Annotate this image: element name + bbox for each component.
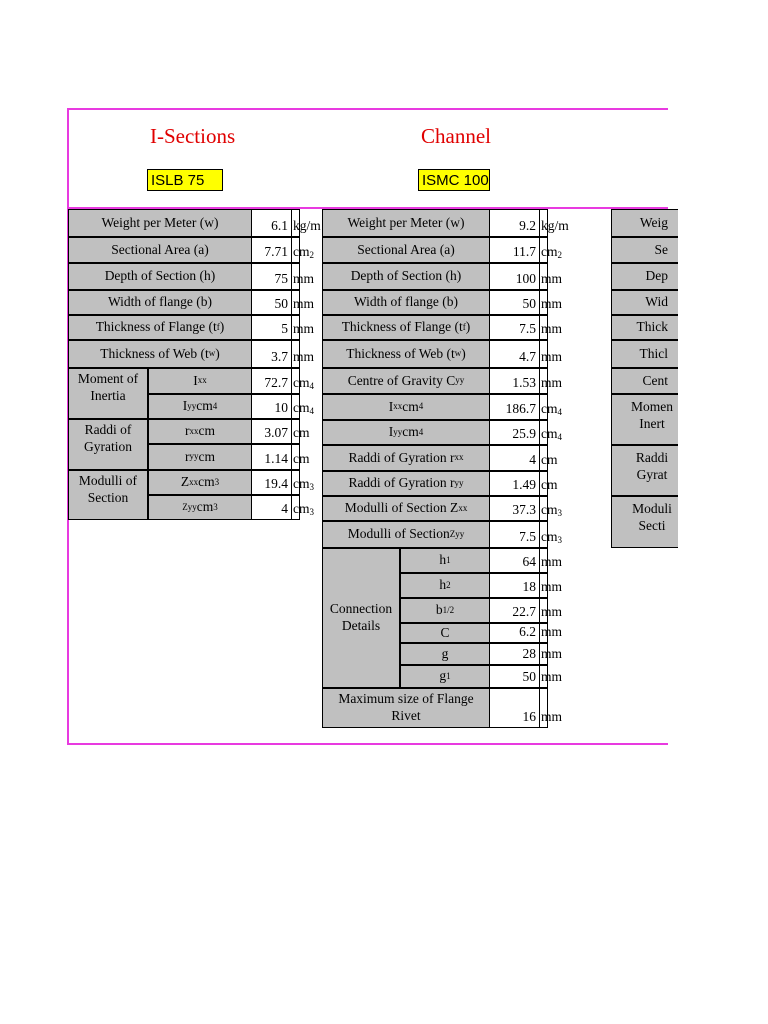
third-row-label: Cent	[611, 368, 678, 394]
isection-subrow-value: 19.4	[252, 470, 292, 495]
isection-row-label: Sectional Area (a)	[68, 237, 252, 263]
third-group-label: Raddi Gyrat	[611, 445, 678, 496]
third-row-label: Thicl	[611, 340, 678, 368]
isection-row-unit: mm	[292, 263, 300, 290]
isection-row-unit: mm	[292, 315, 300, 340]
isection-title: I-Sections	[150, 124, 236, 148]
channel-row-label: Thickness of Web (t w )	[322, 340, 490, 368]
third-row-label: Weig	[611, 209, 678, 237]
channel-select[interactable]: ISMC 100	[418, 169, 490, 191]
isection-subrow-label: r xx cm	[148, 419, 252, 444]
isection-row-label: Weight per Meter (w)	[68, 209, 252, 237]
isection-row-value: 6.1	[252, 209, 292, 237]
channel-row-label: Modulli of Section Z xx	[322, 496, 490, 521]
connection-row-label: h 1	[400, 548, 490, 573]
third-row-label: Wid	[611, 290, 678, 315]
isection-row-unit: mm	[292, 290, 300, 315]
channel-row-unit: cm 4	[540, 420, 548, 445]
isection-row-label: Thickness of Flange (t f )	[68, 315, 252, 340]
connection-row-value: 50	[490, 665, 540, 688]
rivet-value: 16	[490, 688, 540, 728]
isection-subrow-value: 10	[252, 394, 292, 419]
channel-row-label: Weight per Meter (w)	[322, 209, 490, 237]
channel-row-unit: kg/m	[540, 209, 548, 237]
third-row-label: Thick	[611, 315, 678, 340]
isection-row-value: 3.7	[252, 340, 292, 368]
channel-row-unit: cm 3	[540, 496, 548, 521]
channel-row-unit: mm	[540, 290, 548, 315]
third-group-label: Momen Inert	[611, 394, 678, 445]
third-group-label: Moduli Secti	[611, 496, 678, 548]
channel-row-unit: mm	[540, 263, 548, 290]
isection-row-unit: mm	[292, 340, 300, 368]
isection-subrow-value: 3.07	[252, 419, 292, 444]
channel-row-value: 186.7	[490, 394, 540, 420]
isection-subrow-label: r yy cm	[148, 444, 252, 470]
connection-row-unit: mm	[540, 643, 548, 665]
isection-subrow-label: Zyy cm 3	[148, 495, 252, 520]
isection-row-value: 75	[252, 263, 292, 290]
channel-row-value: 100	[490, 263, 540, 290]
channel-row-label: Modulli of Section Zyy	[322, 521, 490, 548]
channel-row-unit: cm 3	[540, 521, 548, 548]
connection-row-unit: mm	[540, 598, 548, 623]
channel-row-label: Thickness of Flange (t f )	[322, 315, 490, 340]
isection-subrow-value: 4	[252, 495, 292, 520]
isection-subrow-label: I xx	[148, 368, 252, 394]
connection-row-label: C	[400, 623, 490, 643]
isection-group-label: Moment of Inertia	[68, 368, 148, 419]
connection-row-label: g 1	[400, 665, 490, 688]
channel-row-value: 4	[490, 445, 540, 471]
channel-row-value: 7.5	[490, 315, 540, 340]
isection-select[interactable]: ISLB 75	[147, 169, 223, 191]
isection-row-unit: kg/m	[292, 209, 300, 237]
isection-row-value: 5	[252, 315, 292, 340]
isection-row-label: Depth of Section (h)	[68, 263, 252, 290]
channel-row-value: 9.2	[490, 209, 540, 237]
rivet-unit: mm	[540, 688, 548, 728]
isection-group-label: Raddi of Gyration	[68, 419, 148, 470]
channel-title: Channel	[421, 124, 491, 148]
connection-row-value: 6.2	[490, 623, 540, 643]
channel-row-unit: cm	[540, 471, 548, 496]
isection-subrow-unit: cm	[292, 419, 300, 444]
connection-row-value: 28	[490, 643, 540, 665]
connection-row-value: 22.7	[490, 598, 540, 623]
connection-row-label: b 1/2	[400, 598, 490, 623]
connection-row-value: 64	[490, 548, 540, 573]
channel-row-label: Sectional Area (a)	[322, 237, 490, 263]
isection-subrow-label: I yy cm 4	[148, 394, 252, 419]
channel-row-value: 11.7	[490, 237, 540, 263]
channel-row-value: 4.7	[490, 340, 540, 368]
channel-row-value: 7.5	[490, 521, 540, 548]
channel-row-unit: mm	[540, 315, 548, 340]
isection-row-unit: cm 2	[292, 237, 300, 263]
isection-subrow-unit: cm 4	[292, 394, 300, 419]
channel-row-value: 1.49	[490, 471, 540, 496]
isection-subrow-value: 72.7	[252, 368, 292, 394]
channel-row-unit: cm	[540, 445, 548, 471]
isection-row-value: 7.71	[252, 237, 292, 263]
isection-group-label: Modulli of Section	[68, 470, 148, 520]
rivet-label: Maximum size of Flange Rivet	[322, 688, 490, 728]
third-row-label: Se	[611, 237, 678, 263]
channel-row-label: I yy cm 4	[322, 420, 490, 445]
connection-row-value: 18	[490, 573, 540, 598]
channel-row-value: 25.9	[490, 420, 540, 445]
channel-row-label: I xx cm 4	[322, 394, 490, 420]
channel-row-label: Raddi of Gyration r yy	[322, 471, 490, 496]
connection-row-label: h 2	[400, 573, 490, 598]
channel-row-value: 50	[490, 290, 540, 315]
channel-row-label: Width of flange (b)	[322, 290, 490, 315]
isection-subrow-unit: cm 3	[292, 495, 300, 520]
isection-subrow-unit: cm	[292, 444, 300, 470]
connection-row-unit: mm	[540, 665, 548, 688]
third-row-label: Dep	[611, 263, 678, 290]
channel-row-value: 1.53	[490, 368, 540, 394]
channel-row-unit: cm 2	[540, 237, 548, 263]
isection-subrow-unit: cm 4	[292, 368, 300, 394]
connection-row-label: g	[400, 643, 490, 665]
isection-row-label: Width of flange (b)	[68, 290, 252, 315]
channel-row-unit: mm	[540, 340, 548, 368]
channel-row-label: Depth of Section (h)	[322, 263, 490, 290]
connection-row-unit: mm	[540, 548, 548, 573]
connection-row-unit: mm	[540, 573, 548, 598]
isection-row-label: Thickness of Web (t w )	[68, 340, 252, 368]
connection-details-label: Connection Details	[322, 548, 400, 688]
isection-subrow-value: 1.14	[252, 444, 292, 470]
channel-row-value: 37.3	[490, 496, 540, 521]
connection-row-unit: mm	[540, 623, 548, 643]
isection-row-value: 50	[252, 290, 292, 315]
isection-subrow-unit: cm 3	[292, 470, 300, 495]
isection-subrow-label: Z xx cm 3	[148, 470, 252, 495]
channel-row-label: Centre of Gravity C yy	[322, 368, 490, 394]
channel-row-unit: cm 4	[540, 394, 548, 420]
channel-row-label: Raddi of Gyration r xx	[322, 445, 490, 471]
channel-row-unit: mm	[540, 368, 548, 394]
